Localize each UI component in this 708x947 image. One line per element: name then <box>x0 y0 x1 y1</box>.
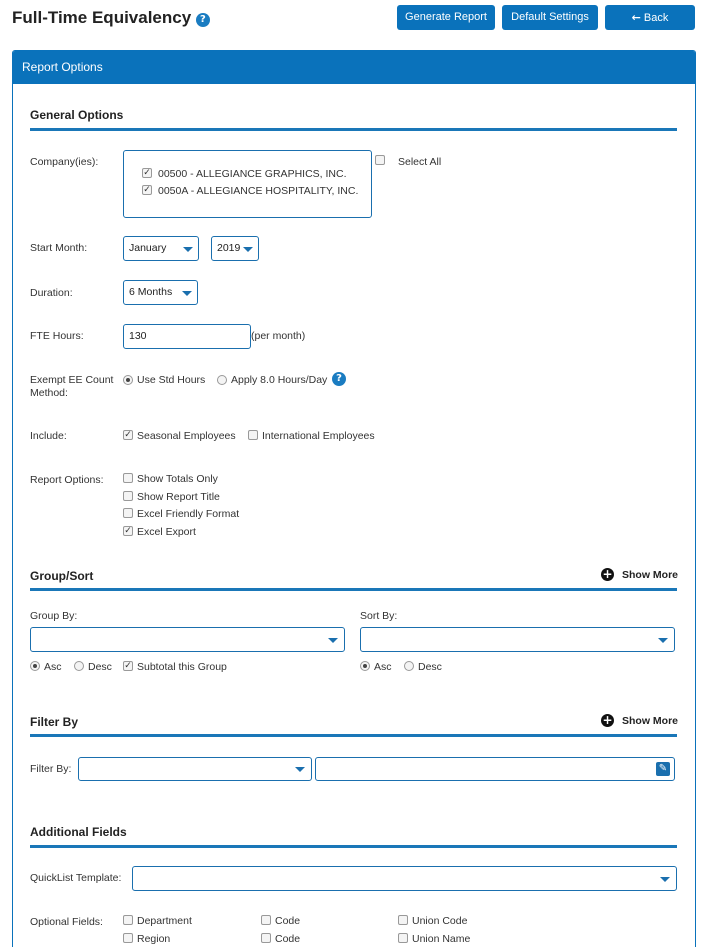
chevron-down-icon <box>183 247 193 252</box>
general-options-title: General Options <box>30 108 124 122</box>
optional-field-label: Union Name <box>412 933 471 945</box>
additional-fields-title: Additional Fields <box>30 825 127 839</box>
company-item: 0050A - ALLEGIANCE HOSPITALITY, INC. <box>158 185 359 197</box>
section-divider <box>30 845 677 848</box>
back-button-label: Back <box>643 12 669 24</box>
exempt-method-label: Exempt EE Count <box>30 374 114 386</box>
optional-field-label: Code <box>275 933 301 945</box>
report-option-label: Excel Export <box>137 526 196 538</box>
quicklist-label: QuickList Template: <box>30 872 122 884</box>
code-checkbox[interactable] <box>261 915 271 925</box>
optional-field-label: Union Code <box>412 915 468 927</box>
report-option-label: Excel Friendly Format <box>137 508 240 520</box>
section-divider <box>30 128 677 131</box>
plus-circle-icon[interactable]: + <box>602 567 613 581</box>
chevron-down-icon <box>660 877 670 882</box>
show-totals-checkbox[interactable] <box>123 473 133 483</box>
plus-circle-icon[interactable]: + <box>602 713 613 727</box>
start-month-value: January <box>129 242 167 254</box>
filter-show-more[interactable]: Show More <box>622 715 679 727</box>
international-checkbox[interactable] <box>248 430 258 440</box>
union-code-checkbox[interactable] <box>398 915 408 925</box>
back-button[interactable] <box>605 5 695 30</box>
include-label: Include: <box>30 430 67 442</box>
optional-field-label: Department <box>137 915 192 927</box>
start-year-select[interactable] <box>211 236 259 261</box>
company-list <box>123 150 372 218</box>
international-label: International Employees <box>262 430 375 442</box>
use-std-hours-label: Use Std Hours <box>137 374 206 386</box>
chevron-down-icon <box>658 638 668 643</box>
panel-header: Report Options <box>13 51 695 84</box>
sort-asc-label: Asc <box>374 661 392 673</box>
group-asc-label: Asc <box>44 661 62 673</box>
help-icon[interactable]: ? <box>196 13 210 27</box>
select-all-label: Select All <box>398 156 442 168</box>
group-by-select[interactable] <box>30 627 345 652</box>
arrow-left-icon: ← <box>631 11 641 24</box>
sort-by-select[interactable] <box>360 627 675 652</box>
company-item: 00500 - ALLEGIANCE GRAPHICS, INC. <box>158 168 347 180</box>
quicklist-select[interactable] <box>132 866 677 891</box>
union-name-checkbox[interactable] <box>398 933 408 943</box>
duration-label: Duration: <box>30 287 73 299</box>
chevron-down-icon <box>295 767 305 772</box>
duration-value: 6 Months <box>129 286 173 298</box>
department-checkbox[interactable] <box>123 915 133 925</box>
show-title-checkbox[interactable] <box>123 491 133 501</box>
filter-by-label: Filter By: <box>30 763 72 775</box>
exempt-method-label-2: Method: <box>30 387 68 399</box>
start-month-select[interactable] <box>123 236 199 261</box>
report-options-label: Report Options: <box>30 474 104 486</box>
fte-hours-suffix: (per month) <box>251 330 306 342</box>
group-asc-radio[interactable] <box>30 661 40 671</box>
seasonal-label: Seasonal Employees <box>137 430 236 442</box>
seasonal-checkbox[interactable]: ✓ <box>124 430 132 440</box>
company-label: Company(ies): <box>30 156 99 168</box>
filter-by-title: Filter By <box>30 715 79 729</box>
help-icon[interactable]: ? <box>332 372 346 386</box>
company-checkbox[interactable]: ✓ <box>143 185 151 195</box>
start-month-label: Start Month: <box>30 242 88 254</box>
filter-field-select[interactable] <box>78 757 312 781</box>
section-divider <box>30 734 677 737</box>
chevron-down-icon <box>182 291 192 296</box>
optional-field-label: Code <box>275 915 301 927</box>
start-year-value: 2019 <box>217 242 241 254</box>
page-title <box>12 8 210 28</box>
default-settings-button[interactable]: Default Settings <box>502 5 598 30</box>
generate-report-button[interactable]: Generate Report <box>397 5 495 30</box>
sort-by-label: Sort By: <box>360 610 398 622</box>
excel-friendly-checkbox[interactable] <box>123 508 133 518</box>
sort-desc-label: Desc <box>418 661 442 673</box>
page-title-text: Full-Time Equivalency <box>12 8 192 27</box>
apply-hours-label: Apply 8.0 Hours/Day <box>231 374 328 386</box>
optional-fields-label: Optional Fields: <box>30 916 103 928</box>
region-checkbox[interactable] <box>123 933 133 943</box>
group-desc-radio[interactable] <box>74 661 84 671</box>
use-std-hours-radio[interactable] <box>123 375 133 385</box>
group-desc-label: Desc <box>88 661 112 673</box>
section-divider <box>30 588 677 591</box>
code-checkbox[interactable] <box>261 933 271 943</box>
select-all-checkbox[interactable] <box>375 155 385 165</box>
fte-hours-value: 130 <box>129 330 147 342</box>
fte-hours-label: FTE Hours: <box>30 330 84 342</box>
chevron-down-icon <box>328 638 338 643</box>
group-sort-title: Group/Sort <box>30 569 94 583</box>
excel-export-checkbox[interactable]: ✓ <box>124 526 132 536</box>
report-option-label: Show Totals Only <box>137 473 218 485</box>
apply-hours-radio[interactable] <box>217 375 227 385</box>
duration-select[interactable] <box>123 280 198 305</box>
filter-value-input[interactable] <box>315 757 675 781</box>
group-by-label: Group By: <box>30 610 78 622</box>
report-option-label: Show Report Title <box>137 491 220 503</box>
sort-desc-radio[interactable] <box>404 661 414 671</box>
subtotal-checkbox[interactable]: ✓ <box>124 661 132 671</box>
sort-asc-radio[interactable] <box>360 661 370 671</box>
optional-field-label: Region <box>137 933 171 945</box>
group-sort-show-more[interactable]: Show More <box>622 569 679 581</box>
subtotal-label: Subtotal this Group <box>137 661 227 673</box>
fte-hours-input[interactable] <box>123 324 251 349</box>
chevron-down-icon <box>243 247 253 252</box>
edit-icon[interactable]: ✎ <box>656 762 670 776</box>
company-checkbox[interactable]: ✓ <box>143 168 151 178</box>
